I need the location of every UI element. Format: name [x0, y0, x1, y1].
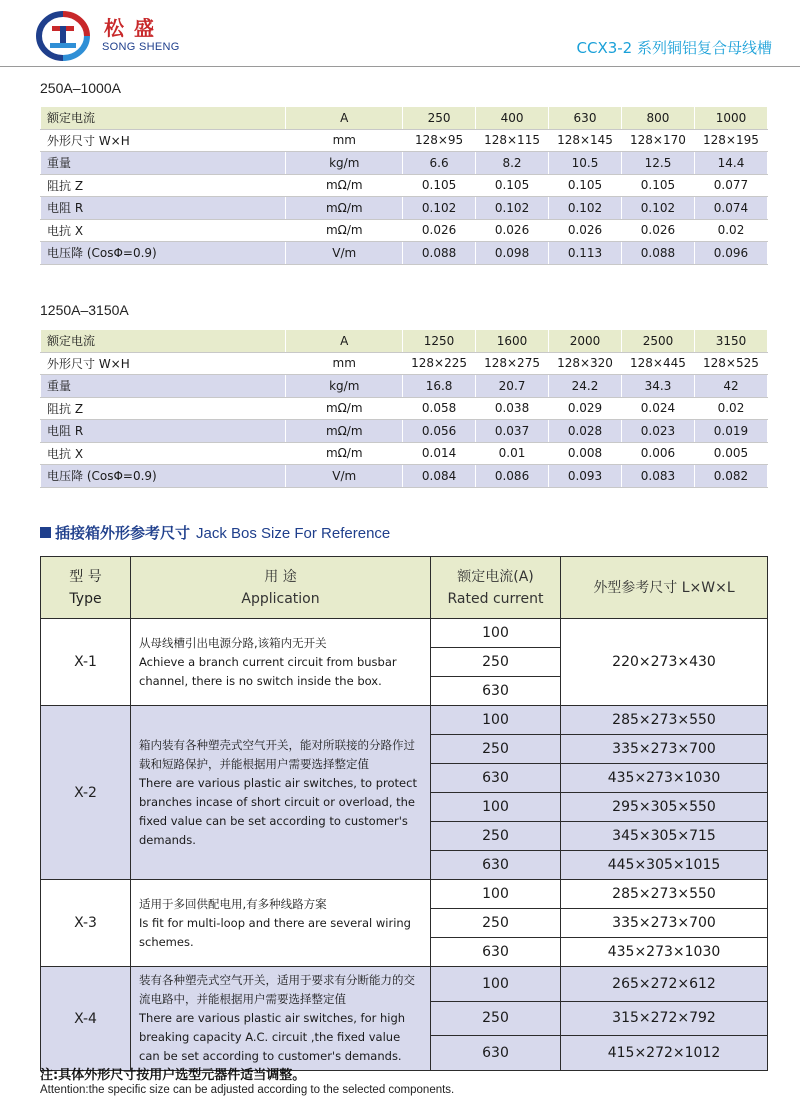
row-value: 8.2	[476, 152, 549, 175]
row-value: 0.01	[476, 442, 549, 465]
row-value: 0.005	[694, 442, 767, 465]
row-label: 电压降 (CosΦ=0.9)	[41, 242, 286, 265]
dimension-cell: 265×272×612	[561, 967, 768, 1002]
row-value: 10.5	[549, 152, 622, 175]
rated-current-cell: 630	[431, 851, 561, 880]
row-value: 0.006	[621, 442, 694, 465]
header-current-en: Rated current	[447, 590, 544, 607]
table1-title: 250A–1000A	[40, 80, 121, 96]
table-row	[41, 152, 768, 175]
row-label: 电压降 (CosΦ=0.9)	[41, 465, 286, 488]
row-unit: mΩ/m	[286, 420, 403, 443]
note-en: Attention:the specific size can be adjusted according to the selected components.	[40, 1084, 455, 1096]
songsheng-logo-icon	[32, 10, 94, 62]
row-unit: mΩ/m	[286, 197, 403, 220]
row-value: 0.105	[549, 174, 622, 197]
row-value: 0.096	[694, 242, 767, 265]
spec-table-1250-3150	[40, 329, 768, 488]
row-value: 128×225	[403, 352, 476, 375]
row-value: 0.058	[403, 397, 476, 420]
jack-group-x-1	[41, 619, 768, 706]
row-label: 外形尺寸 W×H	[41, 352, 286, 375]
row-value: 0.102	[476, 197, 549, 220]
application-en: There are various plastic air switches, to protect branches incase of short circuit or overload, the fixed value can be set according to customer's demands.	[139, 775, 417, 847]
row-unit: A	[286, 107, 403, 130]
spec-table-250-1000	[40, 106, 768, 265]
row-value: 128×445	[621, 352, 694, 375]
row-value: 400	[476, 107, 549, 130]
row-value: 0.105	[403, 174, 476, 197]
dimension-cell: 445×305×1015	[561, 851, 768, 880]
table-row	[41, 442, 768, 465]
jack-group-x-2	[41, 706, 768, 880]
dimension-cell: 220×273×430	[561, 619, 768, 706]
row-value: 3150	[694, 330, 767, 353]
rated-current-cell: 250	[431, 909, 561, 938]
header-type-en: Type	[69, 590, 102, 607]
row-value: 0.102	[549, 197, 622, 220]
table-row	[41, 352, 768, 375]
row-label: 电抗 X	[41, 219, 286, 242]
table-row	[41, 397, 768, 420]
row-value: 0.102	[403, 197, 476, 220]
row-unit: A	[286, 330, 403, 353]
row-value: 34.3	[621, 375, 694, 398]
row-value: 0.083	[621, 465, 694, 488]
row-value: 128×170	[621, 129, 694, 152]
table-row	[41, 107, 768, 130]
dimension-cell: 345×305×715	[561, 822, 768, 851]
table-row	[41, 242, 768, 265]
row-unit: mΩ/m	[286, 397, 403, 420]
dimension-cell: 335×273×700	[561, 735, 768, 764]
row-unit: mΩ/m	[286, 442, 403, 465]
table-row	[41, 197, 768, 220]
row-label: 重量	[41, 152, 286, 175]
table-row	[41, 330, 768, 353]
header-current-cn: 额定电流(A)	[457, 568, 534, 585]
application-cn: 适用于多回供配电用,有多种线路方案	[139, 896, 327, 911]
row-value: 0.026	[549, 219, 622, 242]
application-cell	[131, 967, 431, 1071]
rated-current-cell: 100	[431, 880, 561, 909]
table-row	[41, 375, 768, 398]
row-value: 128×115	[476, 129, 549, 152]
application-cell	[131, 880, 431, 967]
application-cn: 箱内装有各种塑壳式空气开关，能对所联接的分路作过载和短路保护，并能根据用户需要选择整定值	[139, 737, 415, 771]
row-value: 0.029	[549, 397, 622, 420]
type-cell: X-4	[41, 967, 131, 1071]
jack-group-x-4	[41, 967, 768, 1071]
header-app-cn: 用 途	[264, 568, 297, 585]
row-value: 0.113	[549, 242, 622, 265]
row-value: 128×525	[694, 352, 767, 375]
row-unit: kg/m	[286, 375, 403, 398]
row-value: 128×320	[549, 352, 622, 375]
row-value: 24.2	[549, 375, 622, 398]
row-value: 0.098	[476, 242, 549, 265]
row-value: 0.102	[621, 197, 694, 220]
row-unit: mΩ/m	[286, 174, 403, 197]
row-unit: kg/m	[286, 152, 403, 175]
row-value: 128×95	[403, 129, 476, 152]
row-value: 12.5	[621, 152, 694, 175]
row-value: 2000	[549, 330, 622, 353]
jack-table-header	[41, 557, 768, 619]
series-title: CCX3-2 系列铜铝复合母线槽	[576, 39, 772, 57]
row-value: 2500	[621, 330, 694, 353]
dimension-cell: 435×273×1030	[561, 938, 768, 967]
row-label: 外形尺寸 W×H	[41, 129, 286, 152]
row-value: 0.038	[476, 397, 549, 420]
row-value: 0.026	[476, 219, 549, 242]
header-app-en: Application	[241, 590, 320, 607]
brand-name-cn: 松盛	[104, 16, 164, 40]
row-value: 0.088	[621, 242, 694, 265]
dimension-cell: 285×273×550	[561, 880, 768, 909]
table-row	[41, 174, 768, 197]
table-row	[41, 619, 768, 648]
row-value: 0.105	[476, 174, 549, 197]
row-value: 630	[549, 107, 622, 130]
header-dimension: 外型参考尺寸 L×W×L	[561, 557, 768, 619]
section-title-cn: 插接箱外形参考尺寸	[55, 524, 191, 542]
row-label: 阻抗 Z	[41, 397, 286, 420]
type-cell: X-1	[41, 619, 131, 706]
row-value: 0.023	[621, 420, 694, 443]
row-value: 0.037	[476, 420, 549, 443]
type-cell: X-2	[41, 706, 131, 880]
table-row	[41, 880, 768, 909]
rated-current-cell: 250	[431, 822, 561, 851]
dimension-cell: 335×273×700	[561, 909, 768, 938]
table-row	[41, 420, 768, 443]
row-value: 128×195	[694, 129, 767, 152]
row-unit: mm	[286, 129, 403, 152]
row-value: 0.028	[549, 420, 622, 443]
rated-current-cell: 250	[431, 735, 561, 764]
row-value: 0.026	[403, 219, 476, 242]
brand-name-en: SONG SHENG	[102, 41, 180, 53]
row-unit: mΩ/m	[286, 219, 403, 242]
rated-current-cell: 250	[431, 648, 561, 677]
rated-current-cell: 630	[431, 1036, 561, 1071]
rated-current-cell: 630	[431, 938, 561, 967]
header-type	[41, 557, 131, 619]
row-value: 250	[403, 107, 476, 130]
table-row	[41, 967, 768, 1002]
row-label: 电阻 R	[41, 197, 286, 220]
dimension-cell: 435×273×1030	[561, 764, 768, 793]
row-value: 1250	[403, 330, 476, 353]
row-value: 800	[621, 107, 694, 130]
row-value: 42	[694, 375, 767, 398]
dimension-cell: 415×272×1012	[561, 1036, 768, 1071]
row-unit: V/m	[286, 242, 403, 265]
rated-current-cell: 630	[431, 677, 561, 706]
application-cn: 装有各种塑壳式空气开关，适用于要求有分断能力的交流电路中，并能根据用户需要选择整定值	[139, 973, 415, 1006]
row-label: 阻抗 Z	[41, 174, 286, 197]
row-value: 0.02	[694, 219, 767, 242]
row-value: 0.014	[403, 442, 476, 465]
section-heading	[40, 522, 390, 543]
rated-current-cell: 100	[431, 967, 561, 1002]
row-value: 0.088	[403, 242, 476, 265]
row-value: 0.019	[694, 420, 767, 443]
row-value: 6.6	[403, 152, 476, 175]
table-row	[41, 219, 768, 242]
table-row	[41, 706, 768, 735]
row-label: 电阻 R	[41, 420, 286, 443]
application-en: Achieve a branch current circuit from busbar channel, there is no switch inside the box.	[139, 654, 397, 688]
section-title-en: Jack Bos Size For Reference	[196, 525, 391, 542]
rated-current-cell: 250	[431, 1001, 561, 1036]
row-value: 0.056	[403, 420, 476, 443]
row-value: 1600	[476, 330, 549, 353]
row-value: 0.086	[476, 465, 549, 488]
row-value: 128×145	[549, 129, 622, 152]
jack-box-table	[40, 556, 768, 1071]
row-value: 0.024	[621, 397, 694, 420]
dimension-cell: 285×273×550	[561, 706, 768, 735]
row-label: 重量	[41, 375, 286, 398]
row-value: 0.077	[694, 174, 767, 197]
header-current	[431, 557, 561, 619]
rated-current-cell: 100	[431, 619, 561, 648]
rated-current-cell: 100	[431, 793, 561, 822]
row-value: 0.074	[694, 197, 767, 220]
row-value: 16.8	[403, 375, 476, 398]
row-value: 0.093	[549, 465, 622, 488]
jack-group-x-3	[41, 880, 768, 967]
header-application	[131, 557, 431, 619]
row-label: 额定电流	[41, 330, 286, 353]
table-row	[41, 465, 768, 488]
dimension-cell: 295×305×550	[561, 793, 768, 822]
rated-current-cell: 630	[431, 764, 561, 793]
page-header	[0, 0, 800, 70]
row-value: 1000	[694, 107, 767, 130]
header-divider	[0, 66, 800, 67]
row-unit: mm	[286, 352, 403, 375]
application-cn: 从母线槽引出电源分路,该箱内无开关	[139, 635, 327, 650]
row-value: 0.02	[694, 397, 767, 420]
note-cn: 注:具体外形尺寸按用户选型元器件适当调整。	[40, 1068, 306, 1083]
dimension-cell: 315×272×792	[561, 1001, 768, 1036]
row-value: 128×275	[476, 352, 549, 375]
application-en: There are various plastic air switches, for high breaking capacity A.C. circuit ,the fixed value can be set according to customer's demands.	[139, 1011, 406, 1063]
header-type-cn: 型 号	[69, 568, 102, 585]
row-value: 0.008	[549, 442, 622, 465]
row-value: 0.026	[621, 219, 694, 242]
application-en: Is fit for multi-loop and there are several wiring schemes.	[139, 915, 411, 949]
application-cell	[131, 706, 431, 880]
table2-title: 1250A–3150A	[40, 302, 129, 318]
row-value: 14.4	[694, 152, 767, 175]
table-row	[41, 129, 768, 152]
square-bullet-icon	[40, 527, 51, 538]
row-value: 20.7	[476, 375, 549, 398]
application-cell	[131, 619, 431, 706]
row-value: 0.084	[403, 465, 476, 488]
type-cell: X-3	[41, 880, 131, 967]
row-unit: V/m	[286, 465, 403, 488]
rated-current-cell: 100	[431, 706, 561, 735]
row-value: 0.082	[694, 465, 767, 488]
row-label: 额定电流	[41, 107, 286, 130]
row-value: 0.105	[621, 174, 694, 197]
row-label: 电抗 X	[41, 442, 286, 465]
